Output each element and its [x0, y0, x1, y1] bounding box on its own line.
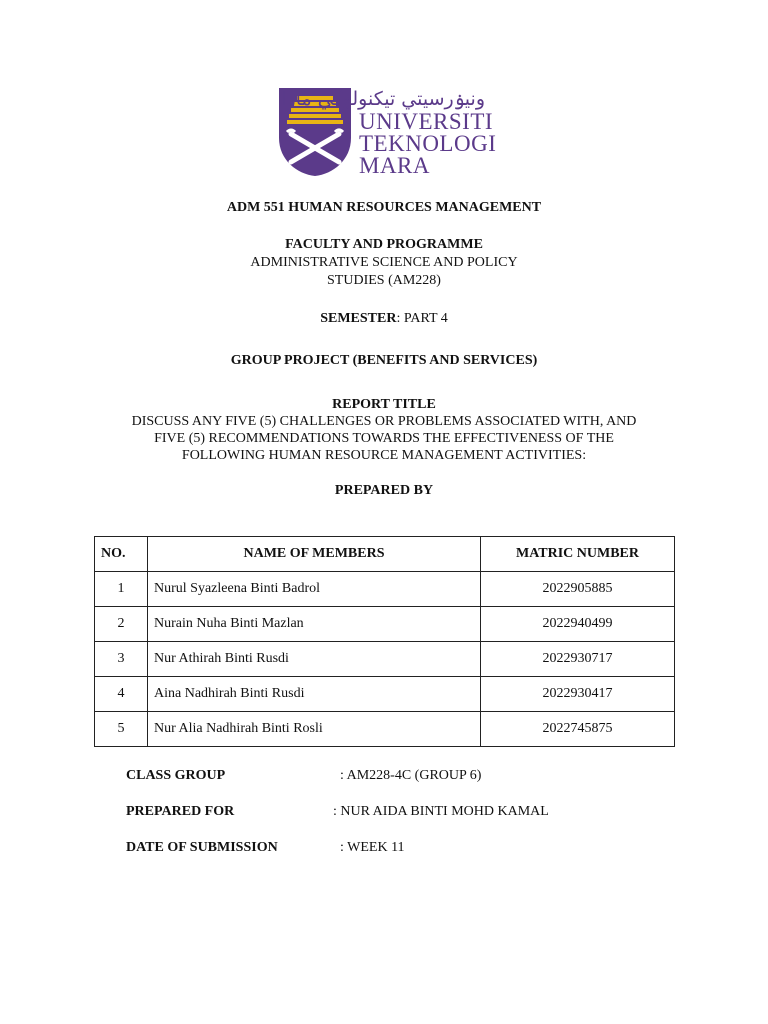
members-table	[94, 536, 675, 747]
semester-line	[0, 310, 768, 327]
submission-label: DATE OF SUBMISSION	[126, 840, 278, 855]
row-name: Nurul Syazleena Binti Badrol	[148, 572, 481, 607]
row-no: 3	[95, 642, 148, 677]
row-name: Nur Athirah Binti Rusdi	[148, 642, 481, 677]
header-name: NAME OF MEMBERS	[148, 537, 481, 572]
logo-text-line-2: TEKNOLOGI	[359, 131, 497, 156]
prepared-for-value: : NUR AIDA BINTI MOHD KAMAL	[333, 804, 549, 819]
report-heading: REPORT TITLE	[332, 397, 436, 412]
row-no: 5	[95, 712, 148, 747]
row-matric: 2022745875	[481, 712, 675, 747]
faculty-line-2: STUDIES (AM228)	[327, 273, 441, 288]
table-row	[95, 642, 675, 677]
header-no: NO.	[95, 537, 148, 572]
report-line-3: FOLLOWING HUMAN RESOURCE MANAGEMENT ACTIVITIES:	[181, 448, 587, 463]
header-matric: MATRIC NUMBER	[481, 537, 675, 572]
row-matric: 2022930417	[481, 677, 675, 712]
prepared-by-heading: PREPARED BY	[334, 483, 434, 498]
university-logo	[277, 86, 497, 178]
faculty-line-1: ADMINISTRATIVE SCIENCE AND POLICY	[250, 255, 518, 270]
row-matric: 2022905885	[481, 572, 675, 607]
semester-value: : PART 4	[396, 311, 448, 326]
faculty-heading: FACULTY AND PROGRAMME	[285, 237, 483, 252]
row-no: 2	[95, 607, 148, 642]
row-no: 1	[95, 572, 148, 607]
class-group-value: : AM228-4C (GROUP 6)	[340, 768, 482, 783]
row-name: Aina Nadhirah Binti Rusdi	[148, 677, 481, 712]
prepared-for-label: PREPARED FOR	[126, 804, 235, 819]
row-name: Nurain Nuha Binti Mazlan	[148, 607, 481, 642]
table-header-row	[95, 537, 675, 572]
row-matric: 2022930717	[481, 642, 675, 677]
row-no: 4	[95, 677, 148, 712]
logo-jawi-text: ونيۏرسيتي تيكنولوڬي مارا	[281, 88, 485, 110]
table-row	[95, 607, 675, 642]
table-row	[95, 677, 675, 712]
logo-text-line-1: UNIVERSITI	[359, 109, 494, 134]
submission-value: : WEEK 11	[340, 840, 405, 855]
course-title: ADM 551 HUMAN RESOURCES MANAGEMENT	[226, 200, 542, 215]
logo-text-line-3: MARA	[359, 153, 431, 178]
report-line-2: FIVE (5) RECOMMENDATIONS TOWARDS THE EFFECTIVENESS OF THE	[154, 431, 614, 446]
row-matric: 2022940499	[481, 607, 675, 642]
class-group-label: CLASS GROUP	[126, 768, 226, 783]
row-name: Nur Alia Nadhirah Binti Rosli	[148, 712, 481, 747]
table-row	[95, 572, 675, 607]
semester-label: SEMESTER	[320, 311, 397, 326]
table-row	[95, 712, 675, 747]
report-line-1: DISCUSS ANY FIVE (5) CHALLENGES OR PROBLEMS ASSOCIATED WITH, AND	[131, 414, 637, 429]
project-title: GROUP PROJECT (BENEFITS AND SERVICES)	[230, 353, 538, 368]
